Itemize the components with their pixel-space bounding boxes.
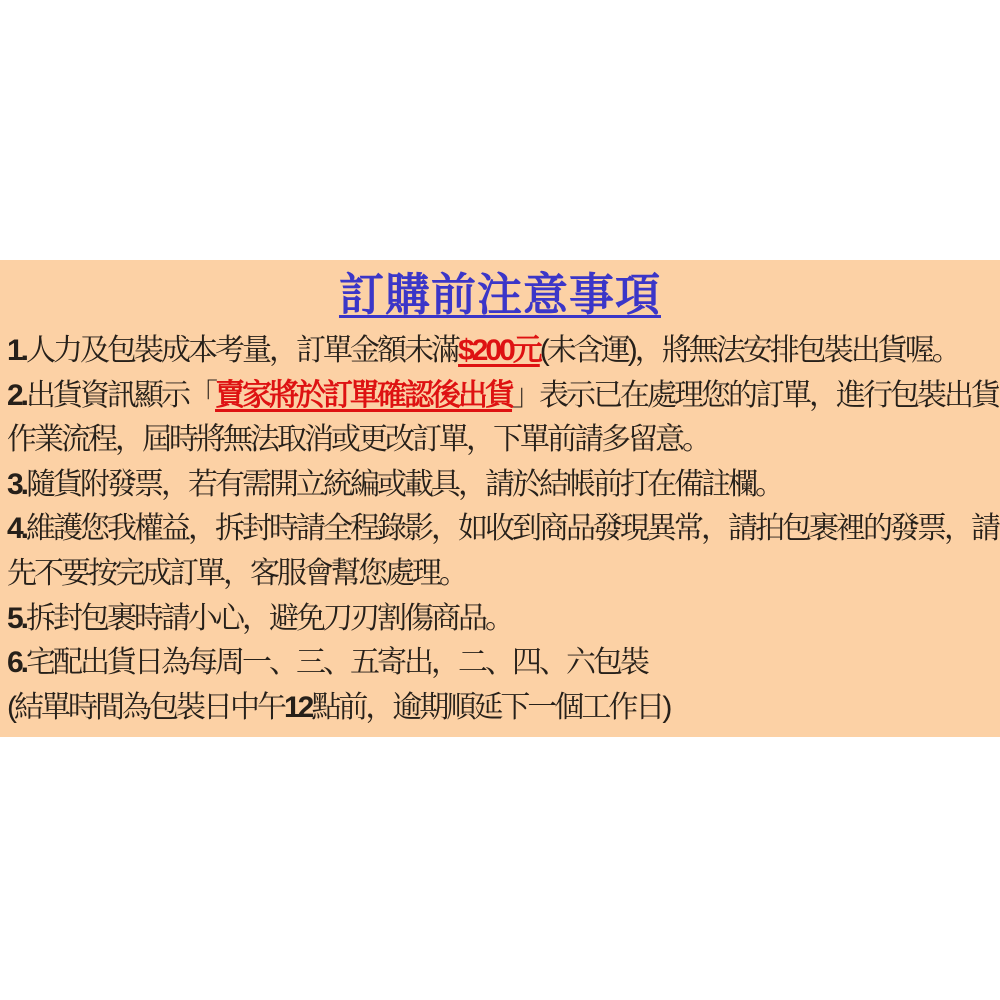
item-2-text-pre: 出貨資訊顯示「 (26, 378, 216, 412)
notice-item-4 (7, 507, 1000, 552)
notice-item-3 (7, 463, 1000, 508)
item-1-amount-highlight: $200元 (458, 334, 540, 367)
notice-item-5 (7, 597, 1000, 642)
notice-item-4-line-2 (7, 552, 1000, 597)
item-2-text-post: 」表示已在處理您的訂單，進行包裝出貨 (512, 378, 999, 412)
item-5-text: 拆封包裹時請小心，避免刀刃割傷商品。 (26, 601, 513, 635)
item-4-text: 維護您我權益，拆封時請全程錄影，如收到商品發現異常，請拍包裹裡的發票，請 (26, 512, 999, 546)
notice-footer (7, 686, 1000, 731)
item-6-text: 宅配出貨日為每周一、三、五寄出，二、四、六包裝 (26, 646, 648, 680)
footer-time: 12 (284, 690, 312, 724)
notice-title-text: 訂購前注意事項 (338, 269, 661, 320)
item-2-number: 2. (7, 378, 27, 412)
item-2-shipping-highlight: 賣家將於訂單確認後出貨 (215, 378, 513, 412)
footer-text-pre: (結單時間為包裝日中午 (7, 690, 284, 724)
item-4-number: 4. (7, 512, 27, 546)
notice-body (0, 329, 1000, 730)
item-1-number: 1. (7, 334, 27, 367)
item-3-text: 隨貨附發票，若有需開立統編或載具，請於結帳前打在備註欄。 (26, 467, 783, 501)
item-1-text-pre: 人力及包裝成本考量，訂單金額未滿 (26, 334, 459, 367)
notice-item-6 (7, 641, 1000, 686)
notice-item-1 (7, 329, 1000, 374)
item-6-number: 6. (7, 646, 27, 680)
item-2-text-cont: 作業流程，屆時將無法取消或更改訂單，下單前請多留意。 (7, 423, 709, 457)
item-4-text-cont: 先不要按完成訂單，客服會幫您處理。 (7, 556, 466, 590)
notice-title (0, 268, 1000, 322)
item-3-number: 3. (7, 467, 27, 501)
item-1-text-post: (未含運)，將無法安排包裝出貨喔。 (539, 334, 959, 367)
notice-item-2 (7, 374, 1000, 419)
item-5-number: 5. (7, 601, 27, 635)
notice-panel (0, 260, 1000, 737)
footer-text-post: 點前，逾期順延下一個工作日) (311, 690, 670, 724)
notice-item-2-line-2 (7, 418, 1000, 463)
